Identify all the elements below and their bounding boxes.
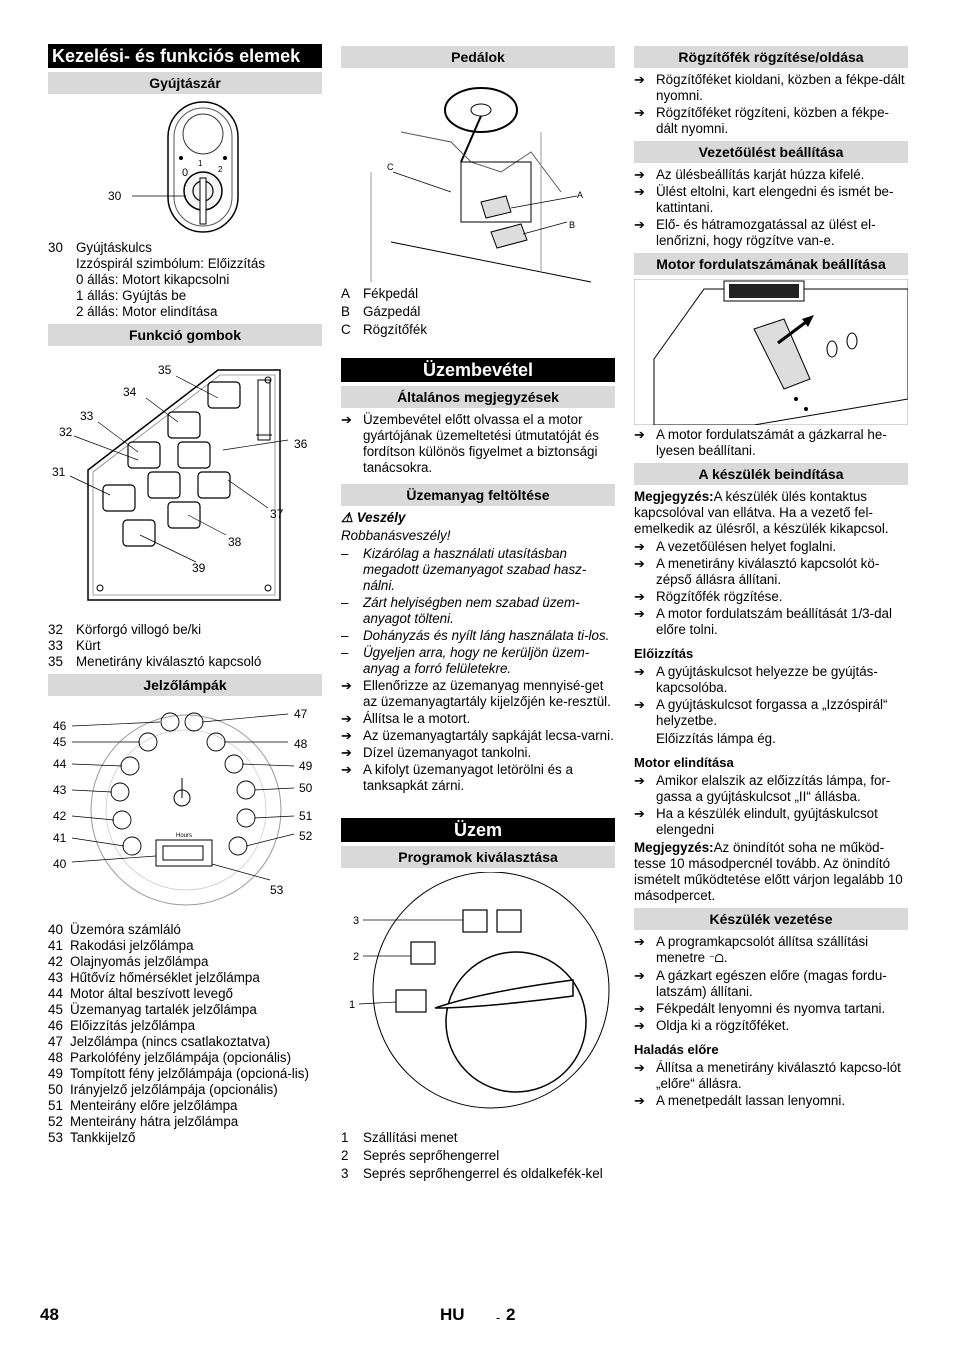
svg-text:C: C (387, 162, 394, 172)
lamps-legend: 40 Üzemóra számláló 41 Rakodási jelzőlámpa 42 Olajnyomás jelzőlámpa 43 Hűtővíz hőmérséklet jelzőlámpa 44 Motor által beszívott levegő 45 Üzemanyag tartalék jelzőlámpa 46 Előizzítás jelzőlámpa 47 Jelzőlámpa (nincs csatlakoztatva) 48 Parkolófény jelzőlámpája (opcionális) 49 Tompított fény jelzőlámpája (opcioná-lis) 50 Irányjelző jelzőlámpája (opcionális) 51 Menteirány előre jelzőlámpa 52 Menteirány hátra jelzőlámpa 53 Tankkijelző (48, 922, 309, 1145)
arrow-icon: ➔ (634, 806, 645, 821)
footer-separator: - (496, 1310, 501, 1325)
arrow-icon: ➔ (634, 72, 645, 87)
arrow-icon: ➔ (341, 412, 352, 427)
arrow-icon: ➔ (634, 934, 645, 949)
subheading-function-buttons: Funkció gombok (48, 324, 322, 346)
subheading-indicator-lamps: Jelzőlámpák (48, 674, 322, 696)
arrow-icon: ➔ (634, 589, 645, 604)
program-selector-figure (341, 872, 615, 1112)
arrow-icon: ➔ (341, 711, 352, 726)
svg-text:38: 38 (228, 535, 242, 549)
svg-text:52: 52 (299, 829, 313, 843)
warning-triangle-icon: ⚠ (341, 510, 354, 525)
svg-text:39: 39 (192, 561, 206, 575)
throttle-lever-drawing (634, 279, 908, 425)
subheading-driving: Készülék vezetése (634, 908, 908, 930)
section-title-commissioning: Üzembevétel (341, 358, 615, 382)
subheading-general: Általános megjegyzések (341, 386, 615, 408)
arrow-icon: ➔ (634, 217, 645, 232)
svg-text:Hours: Hours (176, 833, 193, 839)
subheading-start: A készülék beindítása (634, 463, 908, 485)
svg-text:41: 41 (53, 831, 67, 845)
indicator-lamps-figure (48, 700, 322, 920)
arrow-icon: ➔ (634, 1001, 645, 1016)
arrow-icon: ➔ (634, 556, 645, 571)
arrow-icon: ➔ (634, 539, 645, 554)
arrow-icon: ➔ (634, 773, 645, 788)
arrow-icon: ➔ (341, 678, 352, 693)
arrow-icon: ➔ (341, 745, 352, 760)
subheading-forward: Haladás előre (634, 1042, 719, 1057)
ignition-legend: 30 Gyújtáskulcs Izzóspirál szimbólum: Előizzítás 0 állás: Motort kikapcsolni 1 állás: Gyújtás be 2 állás: Motor elindítása (48, 240, 266, 319)
svg-text:33: 33 (80, 409, 94, 423)
function-buttons-figure (48, 350, 322, 620)
arrow-icon: ➔ (634, 606, 645, 621)
pedals-drawing (341, 72, 615, 284)
svg-text:31: 31 (52, 465, 66, 479)
subheading-pedals: Pedálok (341, 46, 615, 68)
section-title-controls: Kezelési- és funkciós elemek (48, 44, 322, 68)
svg-text:35: 35 (158, 363, 172, 377)
throttle-figure (634, 279, 908, 425)
svg-text:3: 3 (353, 915, 360, 927)
svg-text:45: 45 (53, 735, 67, 749)
arrow-icon: ➔ (634, 427, 645, 442)
subheading-fuel: Üzemanyag feltöltése (341, 484, 615, 506)
subheading-motor-start: Motor elindítása (634, 755, 734, 770)
ignition-figure (48, 98, 322, 238)
svg-text:2: 2 (218, 165, 223, 174)
svg-text:42: 42 (53, 809, 67, 823)
svg-text:53: 53 (270, 883, 284, 897)
svg-text:34: 34 (123, 385, 137, 399)
svg-text:43: 43 (53, 783, 67, 797)
arrow-icon: ➔ (634, 105, 645, 120)
svg-text:49: 49 (299, 759, 313, 773)
arrow-icon: ➔ (634, 1093, 645, 1108)
language-code: HU (440, 1305, 465, 1324)
subheading-engine-speed: Motor fordulatszámának beállítása (634, 253, 908, 275)
svg-text:51: 51 (299, 809, 313, 823)
svg-text:44: 44 (53, 757, 67, 771)
arrow-icon: ➔ (634, 664, 645, 679)
section-page-number: 2 (506, 1305, 516, 1324)
arrow-icon: ➔ (341, 728, 352, 743)
arrow-icon: ➔ (634, 1060, 645, 1075)
dashboard-drawing (48, 700, 322, 920)
subheading-parking-brake: Rögzítőfék rögzítése/oldása (634, 46, 908, 68)
transport-mode-icon: ⁻ᗝ (708, 953, 724, 965)
arrow-icon: ➔ (634, 167, 645, 182)
svg-text:0: 0 (182, 167, 189, 179)
svg-text:48: 48 (294, 737, 308, 751)
svg-text:37: 37 (270, 507, 284, 521)
program-switch-drawing (341, 872, 615, 1112)
section-title-operation: Üzem (341, 818, 615, 842)
page-number: 48 (40, 1305, 59, 1324)
svg-text:40: 40 (53, 857, 67, 871)
subheading-seat: Vezetőülést beállítása (634, 141, 908, 163)
subheading-programs: Programok kiválasztása (341, 846, 615, 868)
arrow-icon: ➔ (341, 762, 352, 777)
svg-text:36: 36 (294, 437, 308, 451)
svg-text:32: 32 (59, 425, 73, 439)
button-panel-drawing (48, 350, 322, 620)
column-1 (48, 44, 322, 1146)
column-2: Pedálok C A B A Fékpedál B Gázpedál C Rögzítőfék Üzembevétel Általános megjegyzések ➔ Üzembevétel előtt olvassa el a motor gyártójának üzemeltetési útmutatóját és fordítson különös figyelmet a biztonsági tanácsokra. Üzemanyag feltöltése ⚠ Veszély Robbanásveszély! – Kizárólag a használati utasításban megadott üzemanyagot szabad hasz-nálni. – Zárt helyiségben nem szabad üzem-anyagot tölteni. – Dohányzás és nyílt láng használata ti-los. – Ügyeljen arra, hogy ne kerüljön üzem-anyag a forró felületekre. ➔ Ellenőrizze az üzemanyag mennyisé-get az üzemanyagtartály kijelzőjén ke-resztül. ➔ Állítsa le a motort. ➔ Az üzemanyagtartály sapkáját lecsa-varni. ➔ Dízel üzemanyagot tankolni. ➔ A kifolyt üzemanyagot letörölni és a tanksapkát zárni. Üzem Programok kiválasztása 3 2 1 1 Szállítási menet 2 Seprés seprőhengerrel 3 Seprés seprőhengerrel és oldalkefék-kel (341, 44, 615, 1184)
subheading-ignition: Gyújtászár (48, 72, 322, 94)
arrow-icon: ➔ (634, 968, 645, 983)
subheading-preheat: Előizzítás (634, 646, 694, 661)
ignition-switch-drawing (48, 98, 322, 238)
arrow-icon: ➔ (634, 184, 645, 199)
callout-30: 30 (108, 189, 122, 203)
svg-text:50: 50 (299, 781, 313, 795)
programs-legend: 1 Szállítási menet 2 Seprés seprőhengerrel 3 Seprés seprőhengerrel és oldalkefék-kel (341, 1130, 603, 1181)
column-3: Rögzítőfék rögzítése/oldása ➔ Rögzítőféket kioldani, közben a fékpe-dált nyomni. ➔ Rögzítőféket rögzíteni, közben a fékpe-dált nyomni. Vezetőülést beállítása ➔ Az ülésbeállítás karját húzza kifelé. ➔ Ülést eltolni, kart elengedni és ismét be-kattintani. ➔ Elő- és hátramozgatással az ülést el-lenőrizni, hogy rögzítve van-e. Motor fordulatszámának beállítása ➔ A motor fordulatszámát a gázkarral he-lyesen beállítani. A készülék beindítása Megjegyzés:A készülék ülés kontaktus kapcsolóval van ellátva. Ha a vezető fel-emelkedik az ülésről, a készülék kikapcsol. ➔ A vezetőülésen helyet foglalni. ➔ A menetirány kiválasztó kapcsolót kö-zépső állásra állítani. ➔ Rögzítőfék rögzítése. ➔ A motor fordulatszám beállítását 1/3-dal előre tolni. Előizzítás ➔ A gyújtáskulcsot helyezze be gyújtás-kapcsolóba. ➔ A gyújtáskulcsot forgassa a „Izzóspirál“ helyzetbe. Előizzítás lámpa ég. Motor elindítása ➔ Amikor elalszik az előizzítás lámpa, for-gassa a gyújtáskulcsot „II“ állásba. ➔ Ha a készülék elindult, gyújtáskulcsot elengedni Megjegyzés:Az önindítót soha ne működ-tesse 10 másodpercnél tovább. Az önindító ismételt működtetése előtt várjon legalább 10 másodpercet. Készülék vezetése ➔ A programkapcsolót állítsa szállítási menetre ⁻ᗝ. ➔ A gázkart egészen előre (magas fordu-latszám) állítani. ➔ Fékpedált lenyomni és nyomva tartani. ➔ Oldja ki a rögzítőféket. Haladás előre ➔ Állítsa a menetirány kiválasztó kapcso-lót „előre“ állásra. ➔ A menetpedált lassan lenyomni. (634, 44, 908, 1110)
svg-text:2: 2 (353, 951, 360, 963)
arrow-icon: ➔ (634, 1018, 645, 1033)
svg-text:47: 47 (294, 707, 308, 721)
svg-text:1: 1 (349, 999, 356, 1011)
arrow-icon: ➔ (634, 697, 645, 712)
svg-text:1: 1 (198, 159, 203, 168)
pedals-legend: A Fékpedál B Gázpedál C Rögzítőfék (341, 286, 428, 337)
buttons-legend: 32 Körforgó villogó be/ki 33 Kürt 35 Menetirány kiválasztó kapcsoló (48, 622, 262, 669)
pedals-figure (341, 72, 615, 284)
svg-text:46: 46 (53, 719, 67, 733)
svg-text:A: A (577, 190, 584, 200)
svg-text:B: B (569, 220, 576, 230)
